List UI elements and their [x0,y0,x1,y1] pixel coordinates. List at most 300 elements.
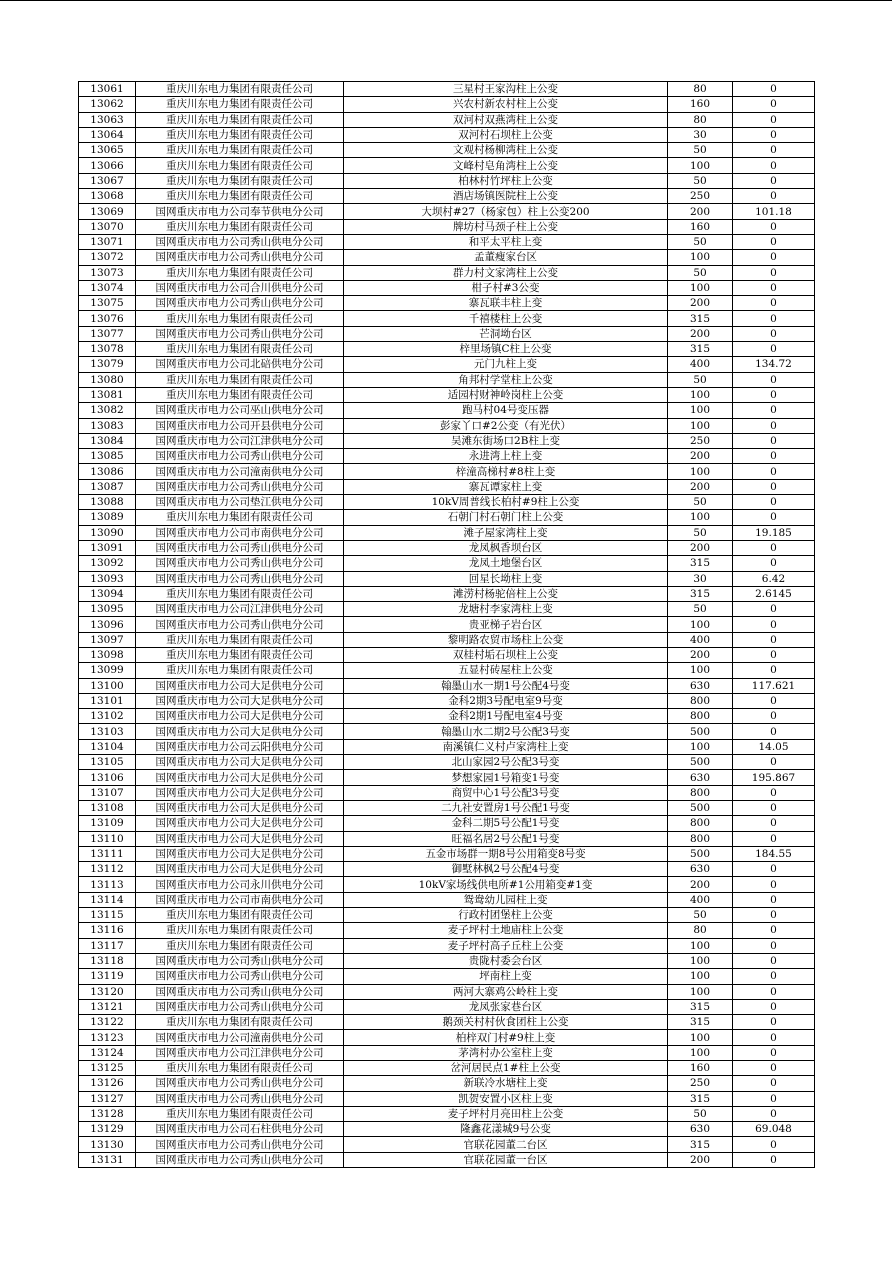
value-cell: 0 [733,479,815,494]
company-cell: 国网重庆市电力公司秀山供电分公司 [136,250,344,265]
company-cell: 重庆川东电力集团有限责任公司 [136,189,344,204]
capacity-cell: 100 [668,464,733,479]
company-cell: 国网重庆市电力公司大足供电分公司 [136,693,344,708]
capacity-cell: 100 [668,953,733,968]
table-row [79,953,815,968]
transformer-name-cell: 旺福名居2号公配1号变 [344,831,668,846]
capacity-cell: 500 [668,800,733,815]
transformer-name-cell: 麦子坪村土地庙柱上公变 [344,923,668,938]
value-cell: 0 [733,1061,815,1076]
transformer-name-cell: 官联花园董一台区 [344,1152,668,1167]
table-row [79,311,815,326]
value-cell: 0 [733,800,815,815]
company-cell: 重庆川东电力集团有限责任公司 [136,387,344,402]
transformer-name-cell: 10kV周普线长柏村#9柱上公变 [344,495,668,510]
value-cell: 0 [733,219,815,234]
company-cell: 国网重庆市电力公司大足供电分公司 [136,800,344,815]
company-cell: 国网重庆市电力公司永川供电分公司 [136,877,344,892]
transformer-name-cell: 寨瓦谭家柱上变 [344,479,668,494]
transformer-name-cell: 龙凤土地堡台区 [344,556,668,571]
capacity-cell: 500 [668,755,733,770]
table-row [79,999,815,1014]
table-row [79,693,815,708]
company-cell: 重庆川东电力集团有限责任公司 [136,112,344,127]
value-cell: 0 [733,1137,815,1152]
row-index-cell: 13111 [79,846,136,861]
row-index-cell: 13073 [79,265,136,280]
value-cell: 0 [733,647,815,662]
transformer-name-cell: 麦子坪村高子丘柱上公变 [344,938,668,953]
company-cell: 国网重庆市电力公司秀山供电分公司 [136,617,344,632]
company-cell: 国网重庆市电力公司秀山供电分公司 [136,969,344,984]
capacity-cell: 100 [668,739,733,754]
value-cell: 0 [733,862,815,877]
value-cell: 0 [733,189,815,204]
capacity-cell: 630 [668,862,733,877]
company-cell: 重庆川东电力集团有限责任公司 [136,265,344,280]
company-cell: 重庆川东电力集团有限责任公司 [136,647,344,662]
capacity-cell: 30 [668,571,733,586]
transformer-name-cell: 五显村砖屋柱上公变 [344,663,668,678]
transformer-name-cell: 大坝村#27（杨家包）柱上公变200 [344,204,668,219]
capacity-cell: 50 [668,143,733,158]
company-cell: 国网重庆市电力公司合川供电分公司 [136,280,344,295]
row-index-cell: 13097 [79,632,136,647]
capacity-cell: 100 [668,403,733,418]
transformer-name-cell: 五金市场群一期8号公用箱变8号变 [344,846,668,861]
company-cell: 国网重庆市电力公司市南供电分公司 [136,892,344,907]
table-row [79,219,815,234]
row-index-cell: 13074 [79,280,136,295]
capacity-cell: 50 [668,265,733,280]
transformer-name-cell: 北山家园2号公配3号变 [344,755,668,770]
value-cell: 0 [733,877,815,892]
row-index-cell: 13110 [79,831,136,846]
transformer-name-cell: 芒洞坳台区 [344,326,668,341]
value-cell: 101.18 [733,204,815,219]
row-index-cell: 13082 [79,403,136,418]
transformer-name-cell: 凯贺安置小区柱上变 [344,1091,668,1106]
value-cell: 2.6145 [733,586,815,601]
value-cell: 0 [733,387,815,402]
table-row [79,1122,815,1137]
row-index-cell: 13119 [79,969,136,984]
company-cell: 国网重庆市电力公司市南供电分公司 [136,525,344,540]
row-index-cell: 13094 [79,586,136,601]
company-cell: 国网重庆市电力公司大足供电分公司 [136,678,344,693]
row-index-cell: 13103 [79,724,136,739]
transformer-name-cell: 回星长坳柱上变 [344,571,668,586]
table-row [79,510,815,525]
row-index-cell: 13099 [79,663,136,678]
table-row [79,173,815,188]
row-index-cell: 13070 [79,219,136,234]
value-cell: 0 [733,265,815,280]
value-cell: 0 [733,969,815,984]
row-index-cell: 13120 [79,984,136,999]
transformer-name-cell: 兴农村新农村柱上公变 [344,97,668,112]
value-cell: 69.048 [733,1122,815,1137]
capacity-cell: 200 [668,296,733,311]
capacity-cell: 160 [668,1061,733,1076]
table-row [79,372,815,387]
capacity-cell: 315 [668,1091,733,1106]
value-cell: 0 [733,311,815,326]
value-cell: 134.72 [733,357,815,372]
table-row [79,82,815,97]
table-row [79,755,815,770]
capacity-cell: 100 [668,663,733,678]
capacity-cell: 100 [668,510,733,525]
capacity-cell: 100 [668,984,733,999]
row-index-cell: 13130 [79,1137,136,1152]
value-cell: 117.621 [733,678,815,693]
value-cell: 0 [733,280,815,295]
value-cell: 14.05 [733,739,815,754]
row-index-cell: 13069 [79,204,136,219]
table-row [79,540,815,555]
transformer-name-cell: 新联冷水塘柱上变 [344,1076,668,1091]
value-cell: 184.55 [733,846,815,861]
table-row [79,357,815,372]
capacity-cell: 800 [668,709,733,724]
capacity-cell: 100 [668,387,733,402]
transformer-name-cell: 双河村双燕湾柱上公变 [344,112,668,127]
value-cell: 0 [733,495,815,510]
value-cell: 0 [733,158,815,173]
table-row [79,617,815,632]
transformer-name-cell: 二九社安置房1号公配1号变 [344,800,668,815]
capacity-cell: 200 [668,449,733,464]
row-index-cell: 13101 [79,693,136,708]
table-row [79,158,815,173]
transformer-name-cell: 滩子屋家湾柱上变 [344,525,668,540]
row-index-cell: 13096 [79,617,136,632]
table-row [79,647,815,662]
table-row [79,785,815,800]
company-cell: 国网重庆市电力公司秀山供电分公司 [136,479,344,494]
row-index-cell: 13092 [79,556,136,571]
row-index-cell: 13129 [79,1122,136,1137]
transformer-name-cell: 角邦村学堂柱上公变 [344,372,668,387]
value-cell: 0 [733,296,815,311]
row-index-cell: 13104 [79,739,136,754]
company-cell: 重庆川东电力集团有限责任公司 [136,586,344,601]
value-cell: 0 [733,755,815,770]
company-cell: 重庆川东电力集团有限责任公司 [136,1106,344,1121]
company-cell: 国网重庆市电力公司秀山供电分公司 [136,296,344,311]
row-index-cell: 13061 [79,82,136,97]
table-row [79,586,815,601]
company-cell: 重庆川东电力集团有限责任公司 [136,908,344,923]
capacity-cell: 400 [668,892,733,907]
company-cell: 国网重庆市电力公司潼南供电分公司 [136,1030,344,1045]
capacity-cell: 200 [668,647,733,662]
company-cell: 国网重庆市电力公司秀山供电分公司 [136,999,344,1014]
value-cell: 195.867 [733,770,815,785]
company-cell: 国网重庆市电力公司秀山供电分公司 [136,234,344,249]
row-index-cell: 13072 [79,250,136,265]
table-row [79,923,815,938]
row-index-cell: 13128 [79,1106,136,1121]
row-index-cell: 13098 [79,647,136,662]
row-index-cell: 13100 [79,678,136,693]
transformer-name-cell: 双桂村垢石坝柱上公变 [344,647,668,662]
table-row [79,846,815,861]
row-index-cell: 13112 [79,862,136,877]
value-cell: 0 [733,127,815,142]
capacity-cell: 315 [668,586,733,601]
table-row [79,418,815,433]
value-cell: 0 [733,1015,815,1030]
transformer-name-cell: 酒店场镇医院柱上公变 [344,189,668,204]
capacity-cell: 50 [668,908,733,923]
value-cell: 0 [733,984,815,999]
value-cell: 0 [733,724,815,739]
transformer-name-cell: 贵亚梯子岩台区 [344,617,668,632]
transformer-name-cell: 石朝门村石朝门柱上公变 [344,510,668,525]
transformer-name-cell: 龙塘村李家湾柱上变 [344,602,668,617]
capacity-cell: 50 [668,525,733,540]
company-cell: 重庆川东电力集团有限责任公司 [136,632,344,647]
table-row [79,433,815,448]
transformer-name-cell: 御墅林枫2号公配4号变 [344,862,668,877]
capacity-cell: 400 [668,632,733,647]
value-cell: 0 [733,143,815,158]
capacity-cell: 315 [668,1015,733,1030]
table-row [79,1137,815,1152]
value-cell: 0 [733,785,815,800]
table-row [79,326,815,341]
row-index-cell: 13126 [79,1076,136,1091]
capacity-cell: 200 [668,540,733,555]
capacity-cell: 100 [668,969,733,984]
value-cell: 0 [733,1030,815,1045]
value-cell: 0 [733,540,815,555]
transformer-name-cell: 千禧楼柱上公变 [344,311,668,326]
row-index-cell: 13123 [79,1030,136,1045]
table-row [79,892,815,907]
company-cell: 重庆川东电力集团有限责任公司 [136,372,344,387]
row-index-cell: 13090 [79,525,136,540]
value-cell: 0 [733,326,815,341]
transformer-name-cell: 永进湾上柱上变 [344,449,668,464]
value-cell: 0 [733,556,815,571]
transformer-name-cell: 牌坊村马颈子柱上公变 [344,219,668,234]
row-index-cell: 13064 [79,127,136,142]
row-index-cell: 13084 [79,433,136,448]
table-row [79,877,815,892]
value-cell: 0 [733,953,815,968]
capacity-cell: 800 [668,831,733,846]
table-row [79,296,815,311]
value-cell: 0 [733,1106,815,1121]
transformer-name-cell: 跑马村04号变压器 [344,403,668,418]
table-row [79,709,815,724]
value-cell: 0 [733,342,815,357]
table-row [79,449,815,464]
table-body [79,82,815,1168]
row-index-cell: 13066 [79,158,136,173]
transformer-name-cell: 鹅颈关村村伙食团柱上公变 [344,1015,668,1030]
row-index-cell: 13093 [79,571,136,586]
company-cell: 国网重庆市电力公司大足供电分公司 [136,816,344,831]
capacity-cell: 80 [668,923,733,938]
table-row [79,632,815,647]
row-index-cell: 13087 [79,479,136,494]
company-cell: 国网重庆市电力公司大足供电分公司 [136,770,344,785]
table-row [79,1045,815,1060]
transformer-name-cell: 金科2期3号配电室9号变 [344,693,668,708]
company-cell: 重庆川东电力集团有限责任公司 [136,127,344,142]
value-cell: 0 [733,173,815,188]
row-index-cell: 13127 [79,1091,136,1106]
value-cell: 0 [733,1045,815,1060]
table-row [79,571,815,586]
value-cell: 19.185 [733,525,815,540]
row-index-cell: 13081 [79,387,136,402]
capacity-cell: 315 [668,1137,733,1152]
transformer-name-cell: 群力村文家湾柱上公变 [344,265,668,280]
company-cell: 国网重庆市电力公司大足供电分公司 [136,785,344,800]
capacity-cell: 160 [668,219,733,234]
transformer-name-cell: 文观村杨柳湾柱上公变 [344,143,668,158]
table-row [79,234,815,249]
row-index-cell: 13063 [79,112,136,127]
value-cell: 0 [733,663,815,678]
capacity-cell: 50 [668,372,733,387]
row-index-cell: 13079 [79,357,136,372]
transformer-name-cell: 茅湾村办公室柱上变 [344,1045,668,1060]
capacity-cell: 100 [668,1045,733,1060]
row-index-cell: 13108 [79,800,136,815]
row-index-cell: 13067 [79,173,136,188]
transformer-name-cell: 柏梓双门村#9柱上变 [344,1030,668,1045]
transformer-name-cell: 两河大寨鸡公岭柱上变 [344,984,668,999]
transformer-name-cell: 商贸中心1号公配3号变 [344,785,668,800]
company-cell: 国网重庆市电力公司大足供电分公司 [136,755,344,770]
row-index-cell: 13095 [79,602,136,617]
value-cell: 0 [733,709,815,724]
transformer-name-cell: 金科二期5号公配1号变 [344,816,668,831]
transformer-name-cell: 梦想家园1号箱变1号变 [344,770,668,785]
company-cell: 重庆川东电力集团有限责任公司 [136,173,344,188]
company-cell: 国网重庆市电力公司秀山供电分公司 [136,449,344,464]
capacity-cell: 400 [668,357,733,372]
value-cell: 0 [733,464,815,479]
company-cell: 重庆川东电力集团有限责任公司 [136,510,344,525]
value-cell: 0 [733,938,815,953]
capacity-cell: 50 [668,173,733,188]
company-cell: 国网重庆市电力公司潼南供电分公司 [136,464,344,479]
table-row [79,663,815,678]
company-cell: 国网重庆市电力公司北碚供电分公司 [136,357,344,372]
row-index-cell: 13089 [79,510,136,525]
transformer-name-cell: 适园村财神岭岗柱上公变 [344,387,668,402]
company-cell: 重庆川东电力集团有限责任公司 [136,158,344,173]
company-cell: 国网重庆市电力公司江津供电分公司 [136,602,344,617]
transformer-name-cell: 滩涝村杨驼倍柱上公变 [344,586,668,601]
row-index-cell: 13075 [79,296,136,311]
table-row [79,816,815,831]
value-cell: 0 [733,403,815,418]
transformer-name-cell: 翰墨山水二期2号公配3号变 [344,724,668,739]
capacity-cell: 200 [668,326,733,341]
value-cell: 0 [733,617,815,632]
table-row [79,969,815,984]
capacity-cell: 160 [668,97,733,112]
capacity-cell: 50 [668,234,733,249]
transformer-name-cell: 南溪镇仁义村卢家湾柱上变 [344,739,668,754]
row-index-cell: 13109 [79,816,136,831]
row-index-cell: 13078 [79,342,136,357]
value-cell: 0 [733,816,815,831]
row-index-cell: 13102 [79,709,136,724]
company-cell: 重庆川东电力集团有限责任公司 [136,97,344,112]
table-row [79,1152,815,1167]
value-cell: 0 [733,97,815,112]
transformer-name-cell: 三星村王家沟柱上公变 [344,82,668,97]
value-cell: 0 [733,693,815,708]
company-cell: 国网重庆市电力公司云阳供电分公司 [136,739,344,754]
company-cell: 国网重庆市电力公司江津供电分公司 [136,433,344,448]
table-row [79,127,815,142]
company-cell: 重庆川东电力集团有限责任公司 [136,342,344,357]
company-cell: 国网重庆市电力公司开县供电分公司 [136,418,344,433]
table-row [79,1015,815,1030]
transformer-name-cell: 吴滩东街场口2B柱上变 [344,433,668,448]
transformer-name-cell: 鸳鸯幼儿园柱上变 [344,892,668,907]
value-cell: 0 [733,82,815,97]
company-cell: 国网重庆市电力公司奉节供电分公司 [136,204,344,219]
row-index-cell: 13124 [79,1045,136,1060]
table-row [79,938,815,953]
capacity-cell: 50 [668,1106,733,1121]
table-row [79,143,815,158]
company-cell: 国网重庆市电力公司石柱供电分公司 [136,1122,344,1137]
company-cell: 重庆川东电力集团有限责任公司 [136,82,344,97]
table-row [79,800,815,815]
company-cell: 国网重庆市电力公司大足供电分公司 [136,724,344,739]
company-cell: 国网重庆市电力公司秀山供电分公司 [136,1076,344,1091]
table-row [79,342,815,357]
company-cell: 国网重庆市电力公司秀山供电分公司 [136,953,344,968]
value-cell: 6.42 [733,571,815,586]
row-index-cell: 13105 [79,755,136,770]
transformer-name-cell: 贵陇村委会台区 [344,953,668,968]
table-row [79,387,815,402]
transformer-name-cell: 彭家丫口#2公变（有光伏） [344,418,668,433]
company-cell: 国网重庆市电力公司秀山供电分公司 [136,556,344,571]
table-row [79,204,815,219]
transformer-name-cell: 行政村团堡柱上公变 [344,908,668,923]
capacity-cell: 30 [668,127,733,142]
transformer-name-cell: 官联花园董二台区 [344,1137,668,1152]
company-cell: 国网重庆市电力公司垫江供电分公司 [136,495,344,510]
company-cell: 重庆川东电力集团有限责任公司 [136,311,344,326]
transformer-name-cell: 龙凤张家巷台区 [344,999,668,1014]
value-cell: 0 [733,632,815,647]
row-index-cell: 13062 [79,97,136,112]
company-cell: 重庆川东电力集团有限责任公司 [136,143,344,158]
row-index-cell: 13131 [79,1152,136,1167]
value-cell: 0 [733,831,815,846]
row-index-cell: 13088 [79,495,136,510]
page-top-rule [0,0,892,1]
transformer-name-cell: 金科2期1号配电室4号变 [344,709,668,724]
row-index-cell: 13065 [79,143,136,158]
transformer-name-cell: 和平太平柱上变 [344,234,668,249]
